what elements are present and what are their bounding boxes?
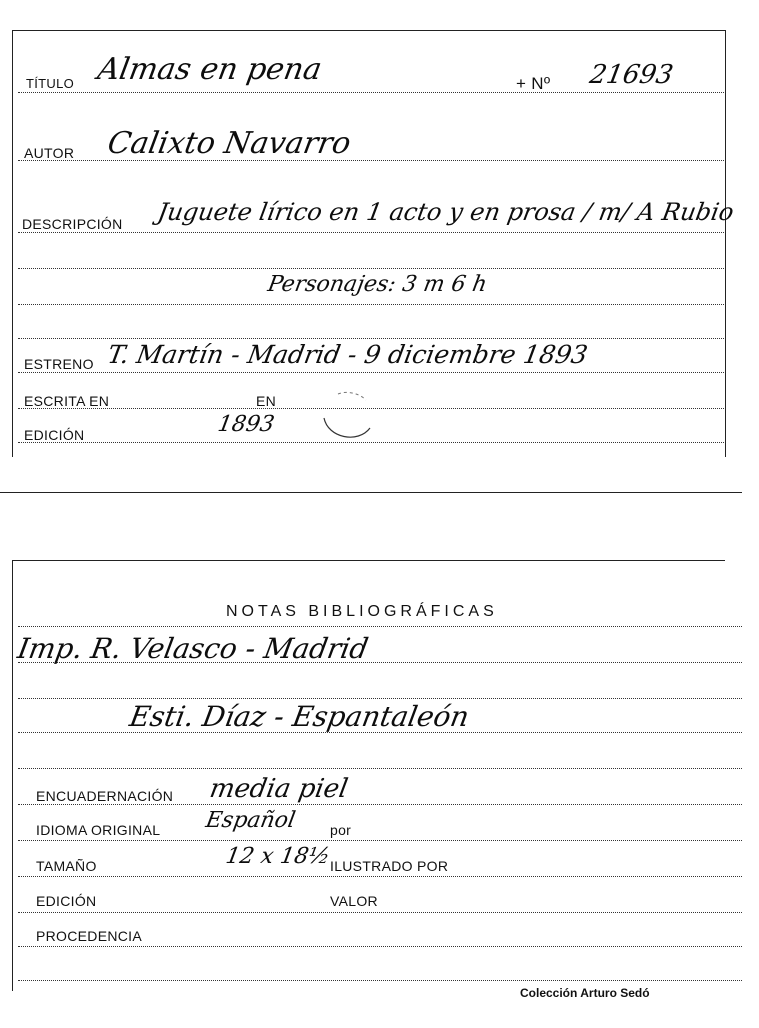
autor-value: Calixto Navarro <box>104 126 354 161</box>
descripcion-label: DESCRIPCIÓN <box>22 216 123 232</box>
titulo-value: Almas en pena <box>94 52 325 87</box>
card-divider <box>0 492 742 493</box>
form-line <box>18 804 742 805</box>
edicion-value: 1893 <box>215 412 277 437</box>
edicion-label-2: EDICIÓN <box>36 893 97 909</box>
estreno-label: ESTRENO <box>24 356 94 372</box>
form-line <box>18 840 742 841</box>
form-line <box>18 304 724 305</box>
numero-value: 21693 <box>587 60 676 90</box>
form-line <box>18 626 742 627</box>
autor-label: AUTOR <box>24 145 75 161</box>
encuadernacion-value: media piel <box>207 774 351 804</box>
form-line <box>18 946 742 947</box>
edicion-label: EDICIÓN <box>24 427 85 443</box>
valor-label: VALOR <box>330 893 378 909</box>
nota-2: Esti. Díaz - Espantaleón <box>127 700 472 733</box>
tamano-label: TAMAÑO <box>36 858 97 874</box>
titulo-label: TÍTULO <box>26 76 75 91</box>
notas-title: NOTAS BIBLIOGRÁFICAS <box>226 603 498 620</box>
ilustrado-label: ILUSTRADO POR <box>330 858 449 874</box>
tamano-value: 12 x 18½ <box>223 844 332 869</box>
form-line <box>18 698 742 699</box>
form-line <box>18 768 742 769</box>
form-line <box>18 232 724 233</box>
form-line <box>18 268 724 269</box>
descripcion-value-2: Personajes: 3 m 6 h <box>265 272 489 297</box>
idioma-value: Español <box>203 808 298 833</box>
nota-1: Imp. R. Velasco - Madrid <box>15 632 371 665</box>
form-line <box>18 92 724 93</box>
stamp-mark <box>318 388 378 444</box>
encuadernacion-label: ENCUADERNACIÓN <box>36 788 174 804</box>
procedencia-label: PROCEDENCIA <box>36 928 142 944</box>
por-label: por <box>330 822 352 838</box>
form-line <box>18 338 724 339</box>
estreno-value: T. Martín - Madrid - 9 diciembre 1893 <box>105 340 590 369</box>
credit-text: Colección Arturo Sedó <box>520 986 650 1000</box>
catalog-card-bottom <box>12 560 725 991</box>
form-line <box>18 980 742 981</box>
descripcion-value: Juguete lírico en 1 acto y en prosa / m/ A Rubio <box>155 198 736 226</box>
form-line <box>18 912 742 913</box>
escrita-label: ESCRITA EN <box>24 393 110 409</box>
numero-label: + Nº <box>516 74 551 93</box>
idioma-label: IDIOMA ORIGINAL <box>36 822 161 838</box>
form-line <box>18 876 742 877</box>
en-label: EN <box>256 393 277 409</box>
form-line <box>18 372 724 373</box>
